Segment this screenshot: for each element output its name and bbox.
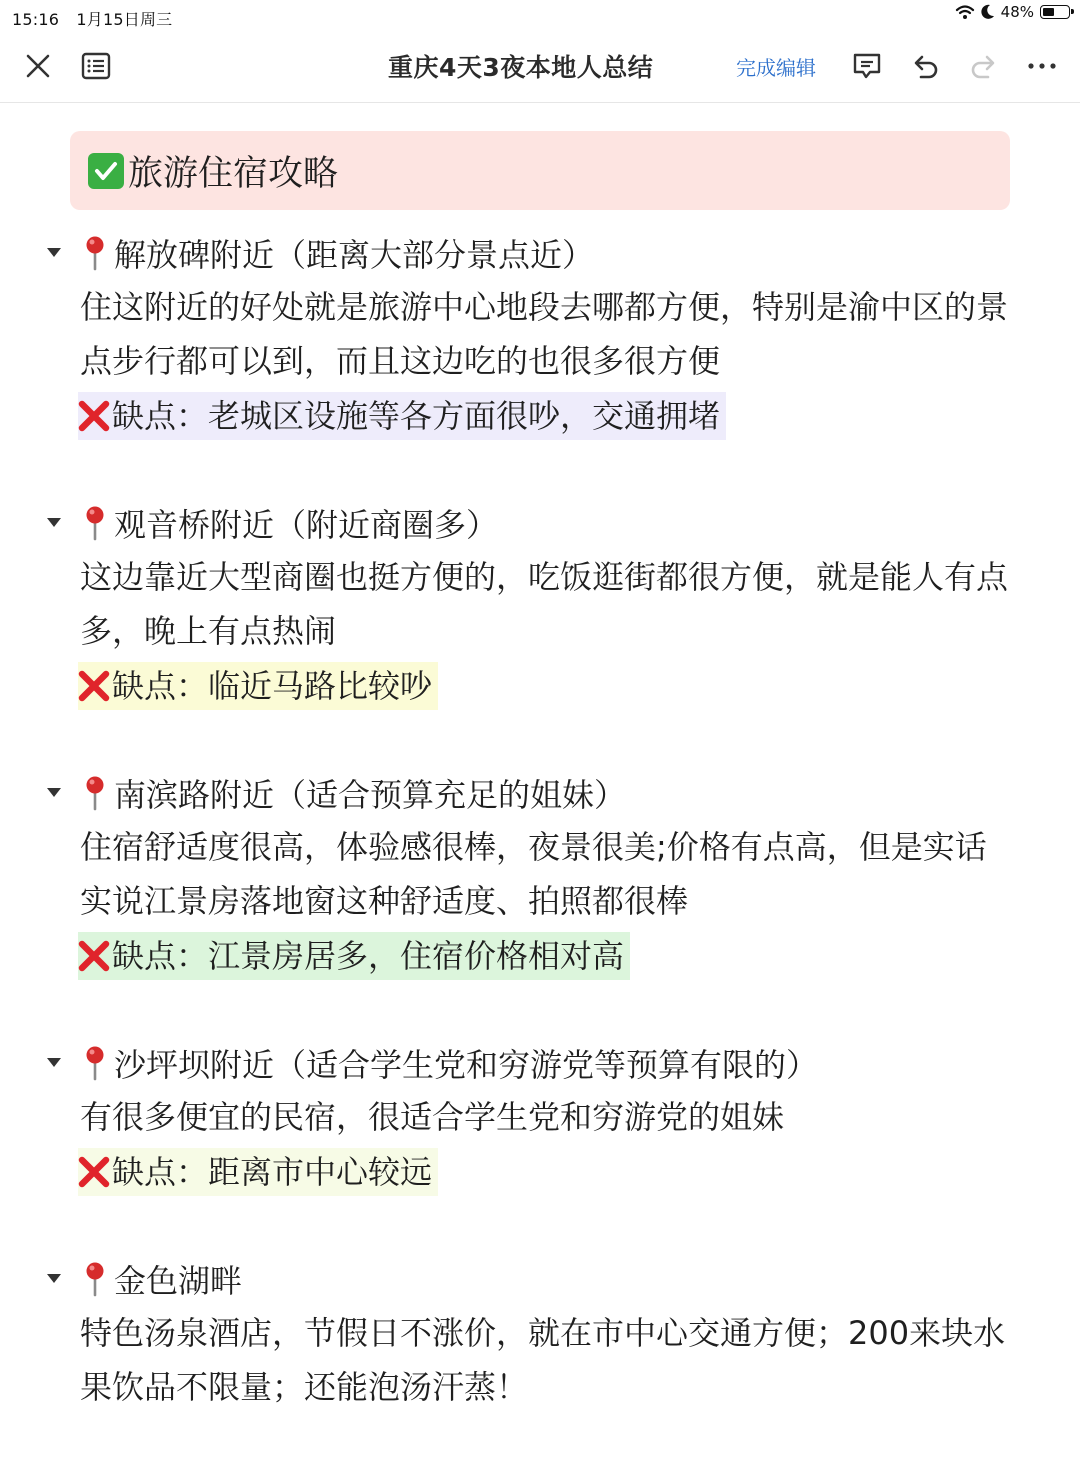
- section-heading-text: 解放碑附近（距离大部分景点近）: [114, 236, 595, 274]
- status-date: 1月15日周三: [76, 10, 173, 29]
- collapse-toggle-icon[interactable]: [47, 248, 61, 257]
- section-heading: [80, 770, 626, 816]
- status-time: 15:16: [12, 10, 60, 29]
- redo-icon[interactable]: [966, 48, 1002, 84]
- close-icon[interactable]: [20, 48, 56, 84]
- comment-icon[interactable]: [849, 48, 885, 84]
- drawback-line: [78, 932, 630, 980]
- cross-mark-icon: [78, 670, 110, 702]
- list-item: [0, 500, 1080, 720]
- list-item: [0, 1040, 1080, 1260]
- section-heading: [80, 230, 594, 276]
- battery-icon: [1040, 5, 1070, 19]
- section-heading-text: 观音桥附近（附近商圈多）: [114, 506, 499, 544]
- cross-mark-icon: [78, 400, 110, 432]
- status-bar: [0, 0, 1080, 34]
- collapse-toggle-icon[interactable]: [47, 1058, 61, 1067]
- callout-title: 旅游住宿攻略: [128, 153, 339, 194]
- battery-percent: 48%: [1000, 3, 1034, 21]
- status-left: [12, 7, 184, 30]
- section-body: 有很多便宜的民宿，很适合学生党和穷游党的姐妹: [80, 1098, 785, 1136]
- round-pushpin-icon: [80, 505, 110, 541]
- list-item: [0, 230, 1080, 450]
- collapse-toggle-icon[interactable]: [47, 788, 61, 797]
- section-heading: [80, 1040, 818, 1086]
- status-right: [955, 3, 1070, 21]
- drawback-line: [78, 392, 726, 440]
- check-mark-icon: [88, 153, 124, 189]
- section-heading-text: 南滨路附近（适合预算充足的姐妹）: [114, 776, 627, 814]
- wifi-icon: [955, 4, 975, 20]
- section-heading: [80, 1256, 242, 1302]
- outline-icon[interactable]: [78, 48, 114, 84]
- drawback-text: 缺点：老城区设施等各方面很吵，交通拥堵: [112, 397, 721, 435]
- section-heading-text: 金色湖畔: [114, 1262, 243, 1300]
- section-body: 特色汤泉酒店，节假日不涨价，就在市中心交通方便；200来块水果饮品不限量；还能泡汤汗蒸！: [80, 1314, 1006, 1406]
- undo-icon[interactable]: [907, 48, 943, 84]
- moon-icon: [981, 4, 995, 20]
- section-body: 住这附近的好处就是旅游中心地段去哪都方便，特别是渝中区的景点步行都可以到，而且这边吃的也很多很方便: [80, 288, 1009, 380]
- cross-mark-icon: [78, 1156, 110, 1188]
- drawback-text: 缺点：临近马路比较吵: [112, 667, 433, 705]
- done-edit-button[interactable]: 完成编辑: [736, 56, 816, 80]
- drawback-text: 缺点：距离市中心较远: [112, 1153, 433, 1191]
- round-pushpin-icon: [80, 775, 110, 811]
- drawback-text: 缺点：江景房居多，住宿价格相对高: [112, 937, 625, 975]
- list-item: [0, 1256, 1080, 1476]
- toolbar: [0, 34, 1080, 103]
- drawback-line: [78, 662, 438, 710]
- section-heading: [80, 500, 498, 546]
- battery-fill: [1043, 8, 1054, 16]
- round-pushpin-icon: [80, 1261, 110, 1297]
- list-item: [0, 770, 1080, 990]
- cross-mark-icon: [78, 940, 110, 972]
- collapse-toggle-icon[interactable]: [47, 518, 61, 527]
- round-pushpin-icon: [80, 235, 110, 271]
- callout-block: [70, 131, 1010, 210]
- more-icon[interactable]: [1024, 48, 1060, 84]
- section-body: 住宿舒适度很高，体验感很棒，夜景很美;价格有点高，但是实话实说江景房落地窗这种舒适度、拍照都很棒: [80, 828, 987, 920]
- round-pushpin-icon: [80, 1045, 110, 1081]
- collapse-toggle-icon[interactable]: [47, 1274, 61, 1283]
- section-body: 这边靠近大型商圈也挺方便的，吃饭逛街都很方便，就是能人有点多，晚上有点热闹: [80, 558, 1009, 650]
- drawback-line: [78, 1148, 438, 1196]
- document-title: 重庆4天3夜本地人总结: [388, 53, 654, 82]
- section-heading-text: 沙坪坝附近（适合学生党和穷游党等预算有限的）: [114, 1046, 819, 1084]
